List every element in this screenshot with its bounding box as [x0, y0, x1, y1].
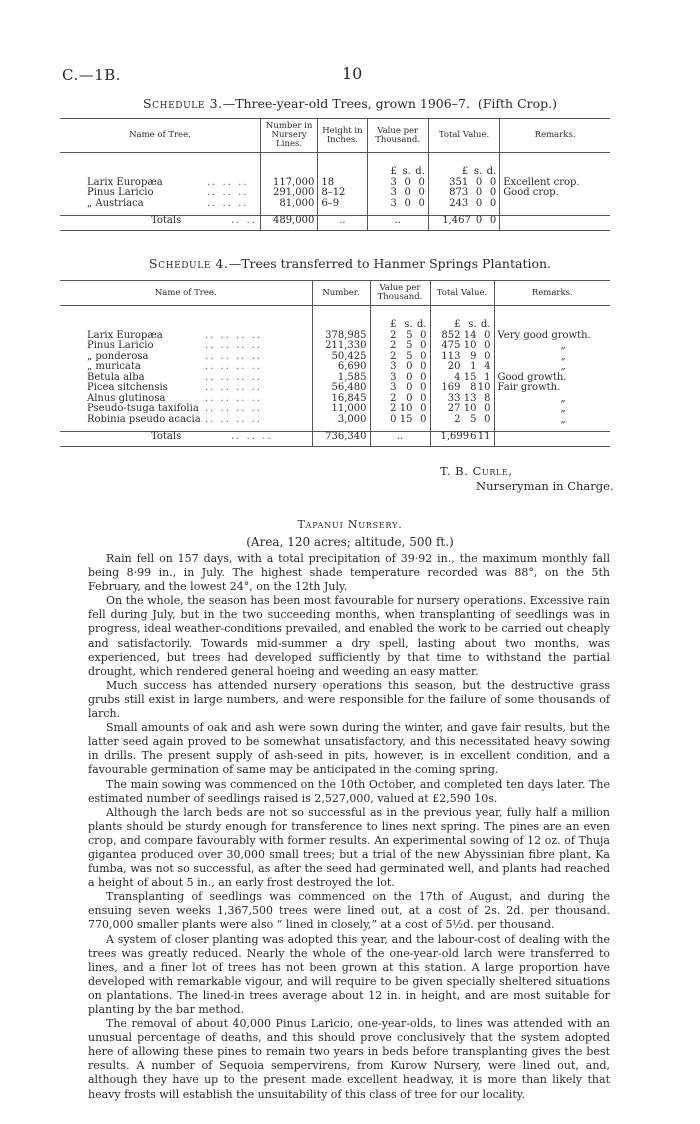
value-shillings: 0	[406, 361, 413, 372]
value-cell	[367, 188, 428, 199]
report-paragraph: The main sowing was commenced on the 10th October, and completed ten days later. The estimated number of seedlings raised is 2,527,000, valued at £2,590 10s.	[88, 777, 610, 805]
total-currency-pounds: £	[461, 166, 469, 177]
value	[371, 178, 425, 189]
totals-label-cell	[60, 432, 312, 447]
report-paragraph: The removal of about 40,000 Pinus Laricio, one-year-olds, to lines was attended with an unusual percentage of deaths, and this should prove conclusively that the system adopted here of allowing these pines to remain two years in beds before transplanting gives the best results. A number of Sequoia sempervirens, from Kurow Nursery, were lined out, and, although they have up to the present made excellent headway, it is more than likely that heavy frosts will establish the unsuitability of this class of tree for our locality.	[88, 1017, 610, 1101]
value-pence: 0	[420, 403, 427, 414]
number-cell: 378,985	[312, 331, 370, 342]
total-pounds: 113	[441, 350, 461, 362]
number-cell: 3,000	[312, 415, 370, 426]
total	[434, 394, 491, 405]
value-pounds: 3	[390, 176, 397, 188]
value	[374, 352, 427, 363]
value-pounds: 2	[390, 340, 397, 351]
total-shillings: 9	[470, 350, 477, 362]
leader-dots: .. .. .. ..	[205, 329, 262, 341]
total-pounds: 2	[454, 413, 461, 425]
col-remarks: Remarks.	[494, 281, 610, 306]
tree-name: Pinus Laricio	[87, 340, 154, 351]
tree-name-cell	[60, 199, 260, 210]
schedule3-crop: (Fifth Crop.)	[477, 96, 557, 111]
total-shillings: 14	[463, 329, 477, 341]
remarks-cell: „	[494, 341, 610, 352]
total	[434, 362, 491, 373]
col-total-value: Total Value.	[428, 119, 499, 153]
totals-total-value-pence: 0	[489, 215, 497, 226]
number-cell: 211,330	[312, 341, 370, 352]
totals-label: Totals	[151, 431, 182, 442]
tree-name: „ ponderosa	[87, 350, 149, 362]
value-currency	[371, 167, 425, 178]
total-shillings: 0	[475, 187, 483, 198]
total-pounds: 27	[447, 403, 461, 414]
totals-total-value-shillings: 6	[470, 431, 477, 442]
number-cell: 291,000	[260, 188, 317, 199]
nursery-title: Tapanui Nursery.	[297, 518, 403, 531]
tree-name-cell	[60, 362, 312, 373]
total-cell	[428, 188, 499, 199]
number-cell: 1,585	[312, 373, 370, 384]
total-pounds: 873	[449, 187, 469, 198]
total-cell	[430, 415, 494, 426]
value	[374, 341, 427, 352]
totals-number: 736,340	[312, 432, 370, 447]
nursery-report-body	[88, 552, 610, 1102]
leader-dots: .. .. .. ..	[205, 413, 262, 425]
totals-total	[430, 432, 494, 447]
value-pence: 0	[420, 413, 427, 425]
totals-row	[60, 432, 610, 447]
height-cell: 8–12	[318, 188, 367, 199]
totals-value: ..	[370, 432, 430, 447]
totals-row	[60, 216, 610, 231]
totals-value: ..	[367, 216, 428, 231]
number-cell: 16,845	[312, 394, 370, 405]
total-shillings: 10	[463, 340, 477, 351]
value-shillings: 0	[404, 176, 411, 188]
col-number: Number.	[312, 281, 370, 306]
report-paragraph: Small amounts of oak and ash were sown during the winter, and gave fair results, but the latter seed again proved to be somewhat unsatisfactory, and this necessitated heavy sowing in drills. The present supply of ash-seed in pits, however, is in excellent condition, and a favourable germination of same may be anticipated in the coming spring.	[88, 721, 610, 777]
report-paragraph: Rain fell on 157 days, with a total precipitation of 39·92 in., the maximum monthly fall being 8·99 in., in July. The highest shade temperature recorded was 88°, on the 5th February, and the lowest 24°, on the 12th July.	[88, 552, 610, 594]
table-row	[60, 341, 610, 352]
tree-name: Larix Europæa	[87, 329, 163, 341]
number-cell: 81,000	[260, 199, 317, 210]
total-pence: 4	[484, 361, 491, 372]
value-pence: 0	[420, 350, 427, 362]
tree-name: „ Austriaca	[87, 197, 144, 209]
currency-blank	[60, 153, 260, 178]
value-pounds: 2	[390, 403, 397, 414]
totals-remarks	[494, 432, 610, 447]
total-pence: 0	[489, 187, 497, 198]
value-currency-cell	[370, 306, 430, 331]
value	[374, 331, 427, 342]
col-number-in-nursery: Number in Nursery Lines.	[260, 119, 317, 153]
totals-total-value-pounds: 1,699	[440, 431, 470, 442]
value	[374, 415, 427, 426]
value-pence: 0	[420, 371, 427, 383]
schedule4-title: —Trees transferred to Hanmer Springs Plantation.	[228, 256, 552, 271]
total-pounds: 20	[447, 361, 461, 372]
value	[374, 373, 427, 384]
remarks-cell: Very good growth.	[494, 331, 610, 342]
value-shillings: 0	[404, 187, 411, 198]
value-cell	[370, 341, 430, 352]
total-currency-pence: d.	[486, 166, 497, 177]
total-currency	[434, 320, 491, 331]
value-shillings: 0	[406, 392, 413, 404]
total-currency-cell	[428, 153, 499, 178]
signature-title: Nurseryman in Charge.	[476, 479, 614, 493]
total-cell	[428, 199, 499, 210]
value-shillings: 10	[399, 403, 413, 414]
totals-label: Totals	[151, 215, 182, 226]
schedule3-heading	[0, 96, 700, 111]
leader-dots: .. .. ..	[207, 176, 249, 188]
remarks-cell: Excellent crop.	[500, 178, 610, 189]
total	[434, 352, 491, 363]
currency-blank	[500, 153, 610, 178]
total-currency-shillings: s.	[468, 319, 477, 330]
value-currency-pounds: £	[390, 166, 397, 177]
schedule4-table	[60, 280, 610, 447]
leader-dots: .. .. .. ..	[205, 371, 262, 383]
leader-dots: .. .. .. ..	[205, 392, 262, 404]
col-height: Height in Inches.	[318, 119, 367, 153]
report-paragraph: Although the larch beds are not so successful as in the previous year, fully half a million plants should be sturdy enough for transference to lines next spring. The pines are an even crop, and compare favourably with former results. An experimental sowing of 12 oz. of Thuja gigantea produced over 30,000 small trees; but a trial of the new Abyssinian fibre plant, Ka fumba, was not so successful, as after the seed had germinated well, and plants had reached a height of about 5 in., an early frost destroyed the lot.	[88, 805, 610, 890]
leader-dots: .. ..	[231, 215, 257, 226]
value-currency-pence: d.	[416, 319, 427, 330]
leader-dots: .. .. .. ..	[205, 361, 262, 372]
schedule4-header-row	[60, 281, 610, 306]
total-shillings: 5	[470, 413, 477, 425]
number-cell: 6,690	[312, 362, 370, 373]
total-cell	[430, 404, 494, 415]
remarks-cell: Fair growth.	[494, 383, 610, 394]
total-shillings: 0	[475, 197, 483, 209]
remarks-cell: „	[494, 362, 610, 373]
total-pounds: 169	[441, 382, 461, 393]
totals-total-value-shillings: 0	[475, 215, 483, 226]
col-total-value: Total Value.	[430, 281, 494, 306]
value-shillings: 0	[404, 197, 411, 209]
value-pence: 0	[418, 197, 425, 209]
total-shillings: 1	[470, 361, 477, 372]
table-row	[60, 383, 610, 394]
total	[434, 383, 491, 394]
value-pounds: 0	[390, 413, 397, 425]
tree-name: Alnus glutinosa	[87, 392, 166, 404]
value-pence: 0	[418, 187, 425, 198]
number-cell: 56,480	[312, 383, 370, 394]
total-currency-pence: d.	[480, 319, 491, 330]
total-cell	[430, 362, 494, 373]
total-currency-cell	[430, 306, 494, 331]
value-currency-pounds: £	[390, 319, 397, 330]
value-shillings: 15	[399, 413, 413, 425]
leader-dots: .. .. .. ..	[205, 403, 262, 414]
currency-row	[60, 153, 610, 178]
currency-blank	[260, 153, 317, 178]
totals-total-value	[434, 432, 491, 443]
leader-dots: .. .. .. ..	[205, 340, 262, 351]
report-paragraph: A system of closer planting was adopted this year, and the labour-cost of dealing with the trees was greatly reduced. Nearly the whole of the one-year-old larch were transferred to lines, and a finer lot of trees has not been grown at this station. A large proportion have developed with remarkable vigour, and will require to be given specially sheltered situations on plantations. The lined-in trees average about 12 in. in height, and are most suitable for planting by the bar method.	[88, 932, 610, 1016]
total-cell	[430, 383, 494, 394]
col-name-of-tree: Name of Tree.	[60, 281, 312, 306]
value-shillings: 0	[406, 371, 413, 383]
value-pounds: 2	[390, 392, 397, 404]
total-pounds: 243	[449, 197, 469, 209]
value-pence: 0	[420, 340, 427, 351]
total	[432, 199, 496, 210]
value-cell	[370, 404, 430, 415]
table-row	[60, 404, 610, 415]
value	[371, 199, 425, 210]
total	[432, 188, 496, 199]
remarks-cell: „	[494, 394, 610, 405]
value-pounds: 3	[390, 197, 397, 209]
table-row	[60, 188, 610, 199]
remarks-cell: „	[494, 404, 610, 415]
totals-total-value	[432, 216, 496, 227]
value-cell	[370, 362, 430, 373]
signature-name-text: T. B. Curle,	[440, 464, 513, 478]
value-pence: 0	[420, 382, 427, 393]
value-pounds: 3	[390, 371, 397, 383]
value-pence: 0	[420, 361, 427, 372]
total-shillings: 13	[463, 392, 477, 404]
table-row	[60, 352, 610, 363]
value	[371, 188, 425, 199]
total-pence: 1	[484, 371, 491, 383]
signature-name	[440, 464, 513, 478]
value-pounds: 2	[390, 329, 397, 341]
value-cell	[370, 415, 430, 426]
schedule3-header-row	[60, 119, 610, 153]
total-currency	[432, 167, 496, 178]
totals-number: 489,000	[260, 216, 317, 231]
total-pence: 10	[477, 382, 491, 393]
totals-total	[428, 216, 499, 231]
total-shillings: 10	[463, 403, 477, 414]
remarks-cell: „	[494, 415, 610, 426]
table-row	[60, 199, 610, 210]
tree-name: Picea sitchensis	[87, 382, 168, 393]
tree-name-cell	[60, 383, 312, 394]
col-value-per-thousand: Value per Thousand.	[370, 281, 430, 306]
total-pounds: 475	[441, 340, 461, 351]
value-shillings: 5	[406, 329, 413, 341]
total-pounds: 852	[441, 329, 461, 341]
page-number: 10	[342, 64, 363, 83]
currency-blank	[312, 306, 370, 331]
value	[374, 383, 427, 394]
total-shillings: 8	[470, 382, 477, 393]
table-row	[60, 415, 610, 426]
total-pence: 0	[484, 340, 491, 351]
value-pence: 0	[420, 329, 427, 341]
remarks-cell: „	[494, 352, 610, 363]
leader-dots: .. .. .. ..	[205, 382, 262, 393]
schedule4-heading	[0, 256, 700, 271]
total-pence: 0	[484, 413, 491, 425]
totals-height: ..	[318, 216, 367, 231]
tree-name-cell	[60, 404, 312, 415]
totals-label-cell	[60, 216, 260, 231]
totals-total-value-pence: 11	[477, 431, 491, 442]
col-value-per-thousand: Value per Thousand.	[367, 119, 428, 153]
currency-blank	[318, 153, 367, 178]
total-pence: 8	[484, 392, 491, 404]
currency-blank	[60, 306, 312, 331]
value-currency-pence: d.	[415, 166, 425, 177]
col-remarks: Remarks.	[500, 119, 610, 153]
total	[434, 404, 491, 415]
remarks-cell	[500, 199, 610, 210]
total-currency-shillings: s.	[473, 166, 483, 177]
totals-remarks	[500, 216, 610, 231]
currency-blank	[494, 306, 610, 331]
report-reference: C.—1B.	[62, 66, 122, 84]
leader-dots: .. .. .. ..	[205, 350, 262, 362]
value	[374, 362, 427, 373]
total-pence: 0	[484, 403, 491, 414]
value-cell	[370, 383, 430, 394]
value-shillings: 0	[406, 382, 413, 393]
tree-name: Robinia pseudo acacia	[87, 413, 201, 425]
value	[374, 404, 427, 415]
value-pounds: 3	[390, 187, 397, 198]
total-pence: 0	[489, 197, 497, 209]
height-cell: 6–9	[318, 199, 367, 210]
value-shillings: 5	[406, 340, 413, 351]
tree-name: Pseudo-tsuga taxifolia	[87, 403, 199, 414]
value-currency-shillings: s.	[402, 166, 411, 177]
total-pounds: 351	[449, 176, 469, 188]
value-shillings: 5	[406, 350, 413, 362]
schedule3-table	[60, 118, 610, 231]
total-pounds: 4	[454, 371, 461, 383]
tree-name: Betula alba	[87, 371, 145, 383]
value-currency-cell	[367, 153, 428, 178]
total-pence: 0	[484, 329, 491, 341]
total-pounds: 33	[447, 392, 461, 404]
total-currency-pounds: £	[454, 319, 461, 330]
value-pounds: 2	[390, 350, 397, 362]
table-row	[60, 362, 610, 373]
totals-total-value-pounds: 1,467	[442, 215, 471, 226]
tree-name-cell	[60, 341, 312, 352]
leader-dots: .. .. ..	[207, 197, 249, 209]
value-pence: 0	[418, 176, 425, 188]
report-paragraph: Transplanting of seedlings was commenced on the 17th of August, and during the ensuing seven weeks 1,367,500 trees were lined out, at a cost of 2s. 2d. per thousand. 770,000 smaller plants were also “ lined in closely,” at a cost of 5½d. per thousand.	[88, 890, 610, 932]
value-pounds: 3	[390, 382, 397, 393]
remarks-cell: Good crop.	[500, 188, 610, 199]
schedule4-label: Schedule 4.	[148, 256, 229, 271]
tree-name: „ muricata	[87, 361, 141, 372]
value-pounds: 3	[390, 361, 397, 372]
total-shillings: 0	[475, 176, 483, 188]
total-shillings: 15	[463, 371, 477, 383]
value-pence: 0	[420, 392, 427, 404]
schedule3-label: Schedule 3.	[143, 96, 223, 111]
tree-name: Pinus Laricio	[87, 187, 154, 198]
col-name-of-tree: Name of Tree.	[60, 119, 260, 153]
nursery-area: (Area, 120 acres; altitude, 500 ft.)	[246, 535, 454, 549]
height-cell: 18	[318, 178, 367, 189]
value-currency-shillings: s.	[404, 319, 413, 330]
tree-name: Larix Europæa	[87, 176, 163, 188]
value-currency	[374, 320, 427, 331]
value-cell	[367, 199, 428, 210]
total-pence: 0	[489, 176, 497, 188]
number-cell: 117,000	[260, 178, 317, 189]
schedule3-title: —Three-year-old Trees, grown 1906–7.	[222, 96, 470, 111]
report-paragraph: On the whole, the season has been most favourable for nursery operations. Excessive rain fell during July, but in the two succeeding months, when transplanting of seedlings was in progress, ideal weather-conditions prevailed, and enabled the work to be carried out cheaply and satisfactorily. Towards mid-summer a dry spell, lasting about two months, was experienced, but trees had developed sufficiently by that time to withstand the partial drought, which rendered general hoeing and weeding an easy matter.	[88, 594, 610, 678]
tree-name-cell	[60, 415, 312, 426]
leader-dots: .. .. ..	[231, 431, 273, 442]
leader-dots: .. .. ..	[207, 187, 249, 198]
remarks-cell: Good growth.	[494, 373, 610, 384]
total-pence: 0	[484, 350, 491, 362]
total	[434, 415, 491, 426]
report-paragraph: Much success has attended nursery operations this season, but the destructive grass grubs still exist in large numbers, and were responsible for the failure of some thousands of larch.	[88, 678, 610, 721]
total	[434, 341, 491, 352]
currency-row	[60, 306, 610, 331]
number-cell: 50,425	[312, 352, 370, 363]
total-cell	[430, 341, 494, 352]
number-cell: 11,000	[312, 404, 370, 415]
